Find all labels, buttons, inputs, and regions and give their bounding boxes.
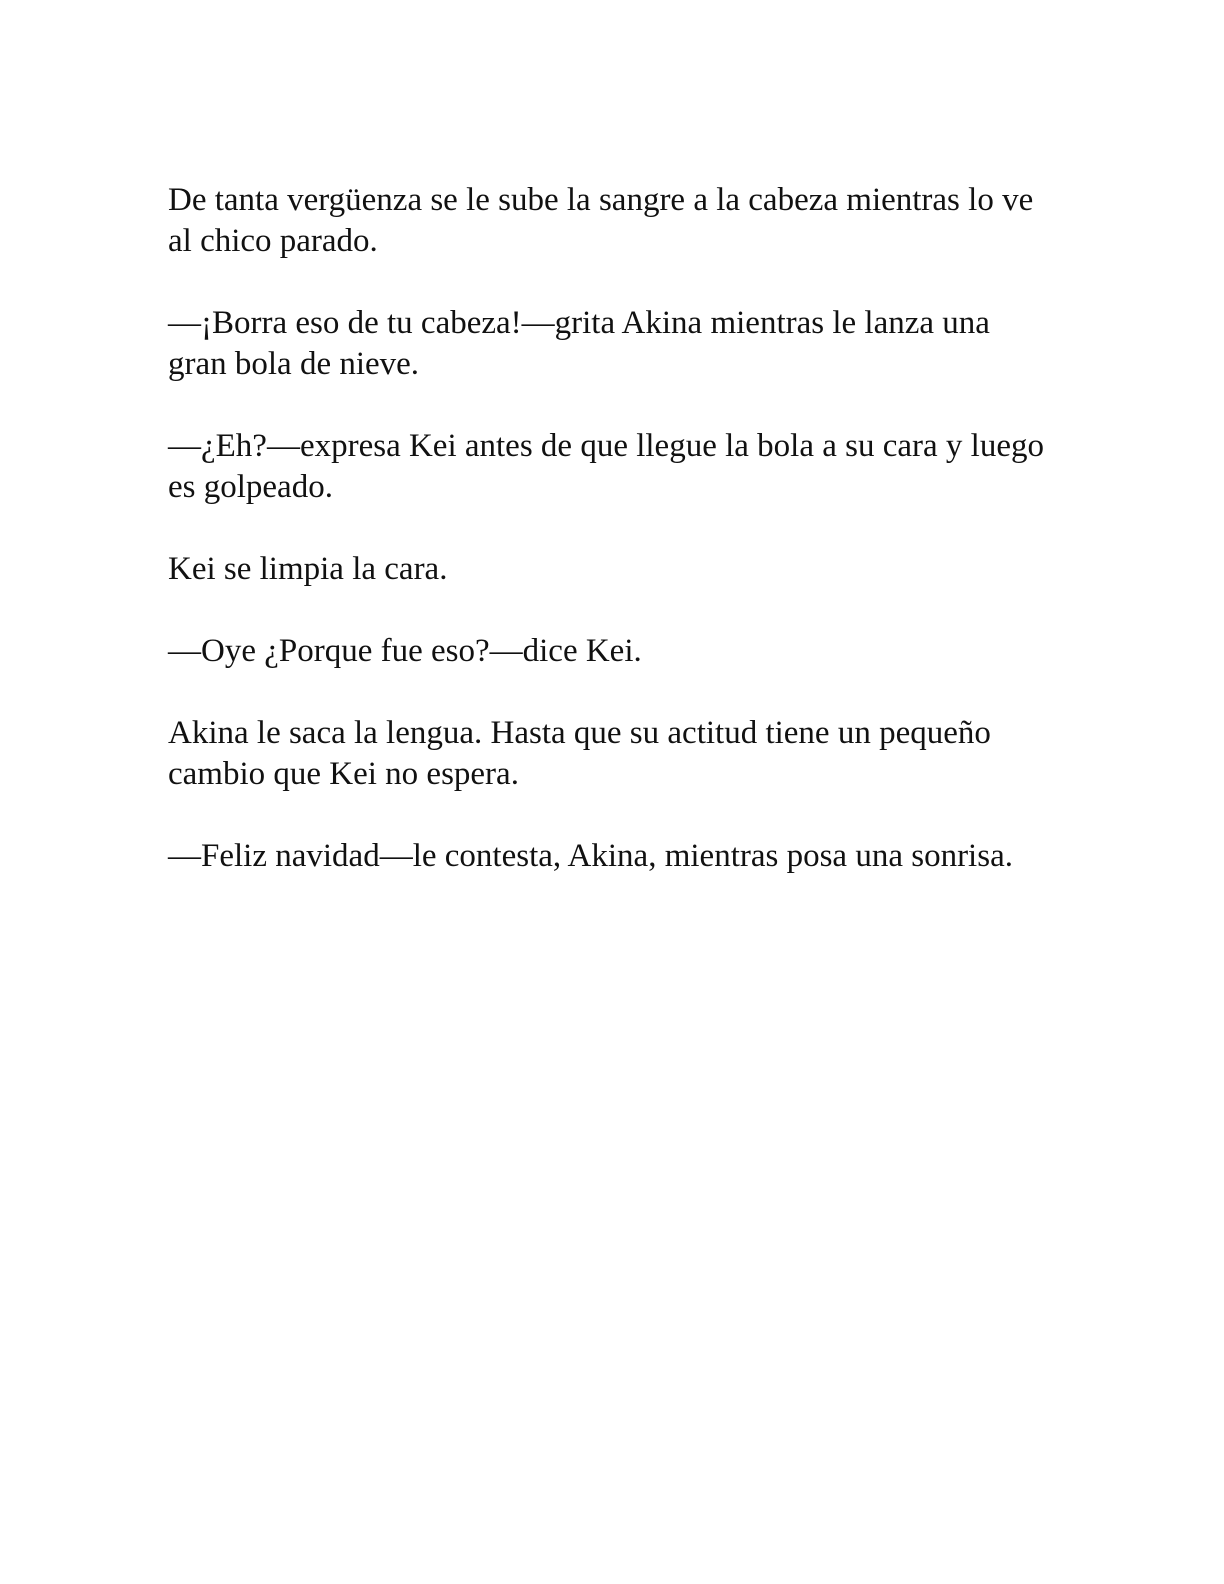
paragraph-6: Akina le saca la lengua. Hasta que su actitud tiene un pequeño cambio que Kei no espera. <box>168 715 991 792</box>
paragraph-2: —¡Borra eso de tu cabeza!—grita Akina mientras le lanza una gran bola de nieve. <box>168 305 990 382</box>
paragraph-3: —¿Eh?—expresa Kei antes de que llegue la bola a su cara y luego es golpeado. <box>168 428 1044 505</box>
paragraph-4: Kei se limpia la cara. <box>168 551 448 587</box>
paragraph-7: —Feliz navidad—le contesta, Akina, mientras posa una sonrisa. <box>168 838 1013 874</box>
body-text <box>168 180 1048 877</box>
paragraph-1: De tanta vergüenza se le sube la sangre a la cabeza mientras lo ve al chico parado. <box>168 182 1034 259</box>
paragraph-5: —Oye ¿Porque fue eso?—dice Kei. <box>168 633 642 669</box>
